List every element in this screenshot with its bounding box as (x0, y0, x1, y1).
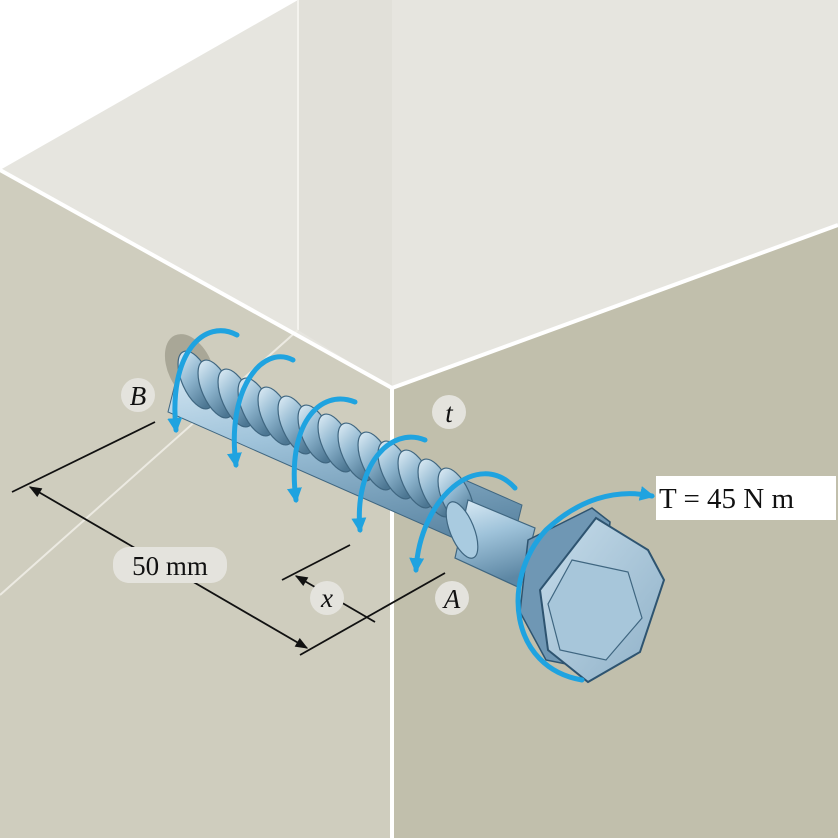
label-x-text: x (321, 583, 333, 613)
label-b (121, 378, 155, 412)
label-a-text: A (443, 584, 461, 614)
label-a (435, 581, 469, 615)
label-t (432, 395, 466, 429)
label-x (310, 581, 344, 615)
label-length (113, 547, 227, 583)
label-b-text: B (129, 381, 147, 411)
label-torque (656, 476, 836, 520)
cavity-back-shade (298, 0, 392, 388)
length-text: 50 mm (132, 551, 208, 581)
label-t-text: t (445, 398, 453, 428)
torque-text: T = 45 N m (659, 483, 795, 515)
